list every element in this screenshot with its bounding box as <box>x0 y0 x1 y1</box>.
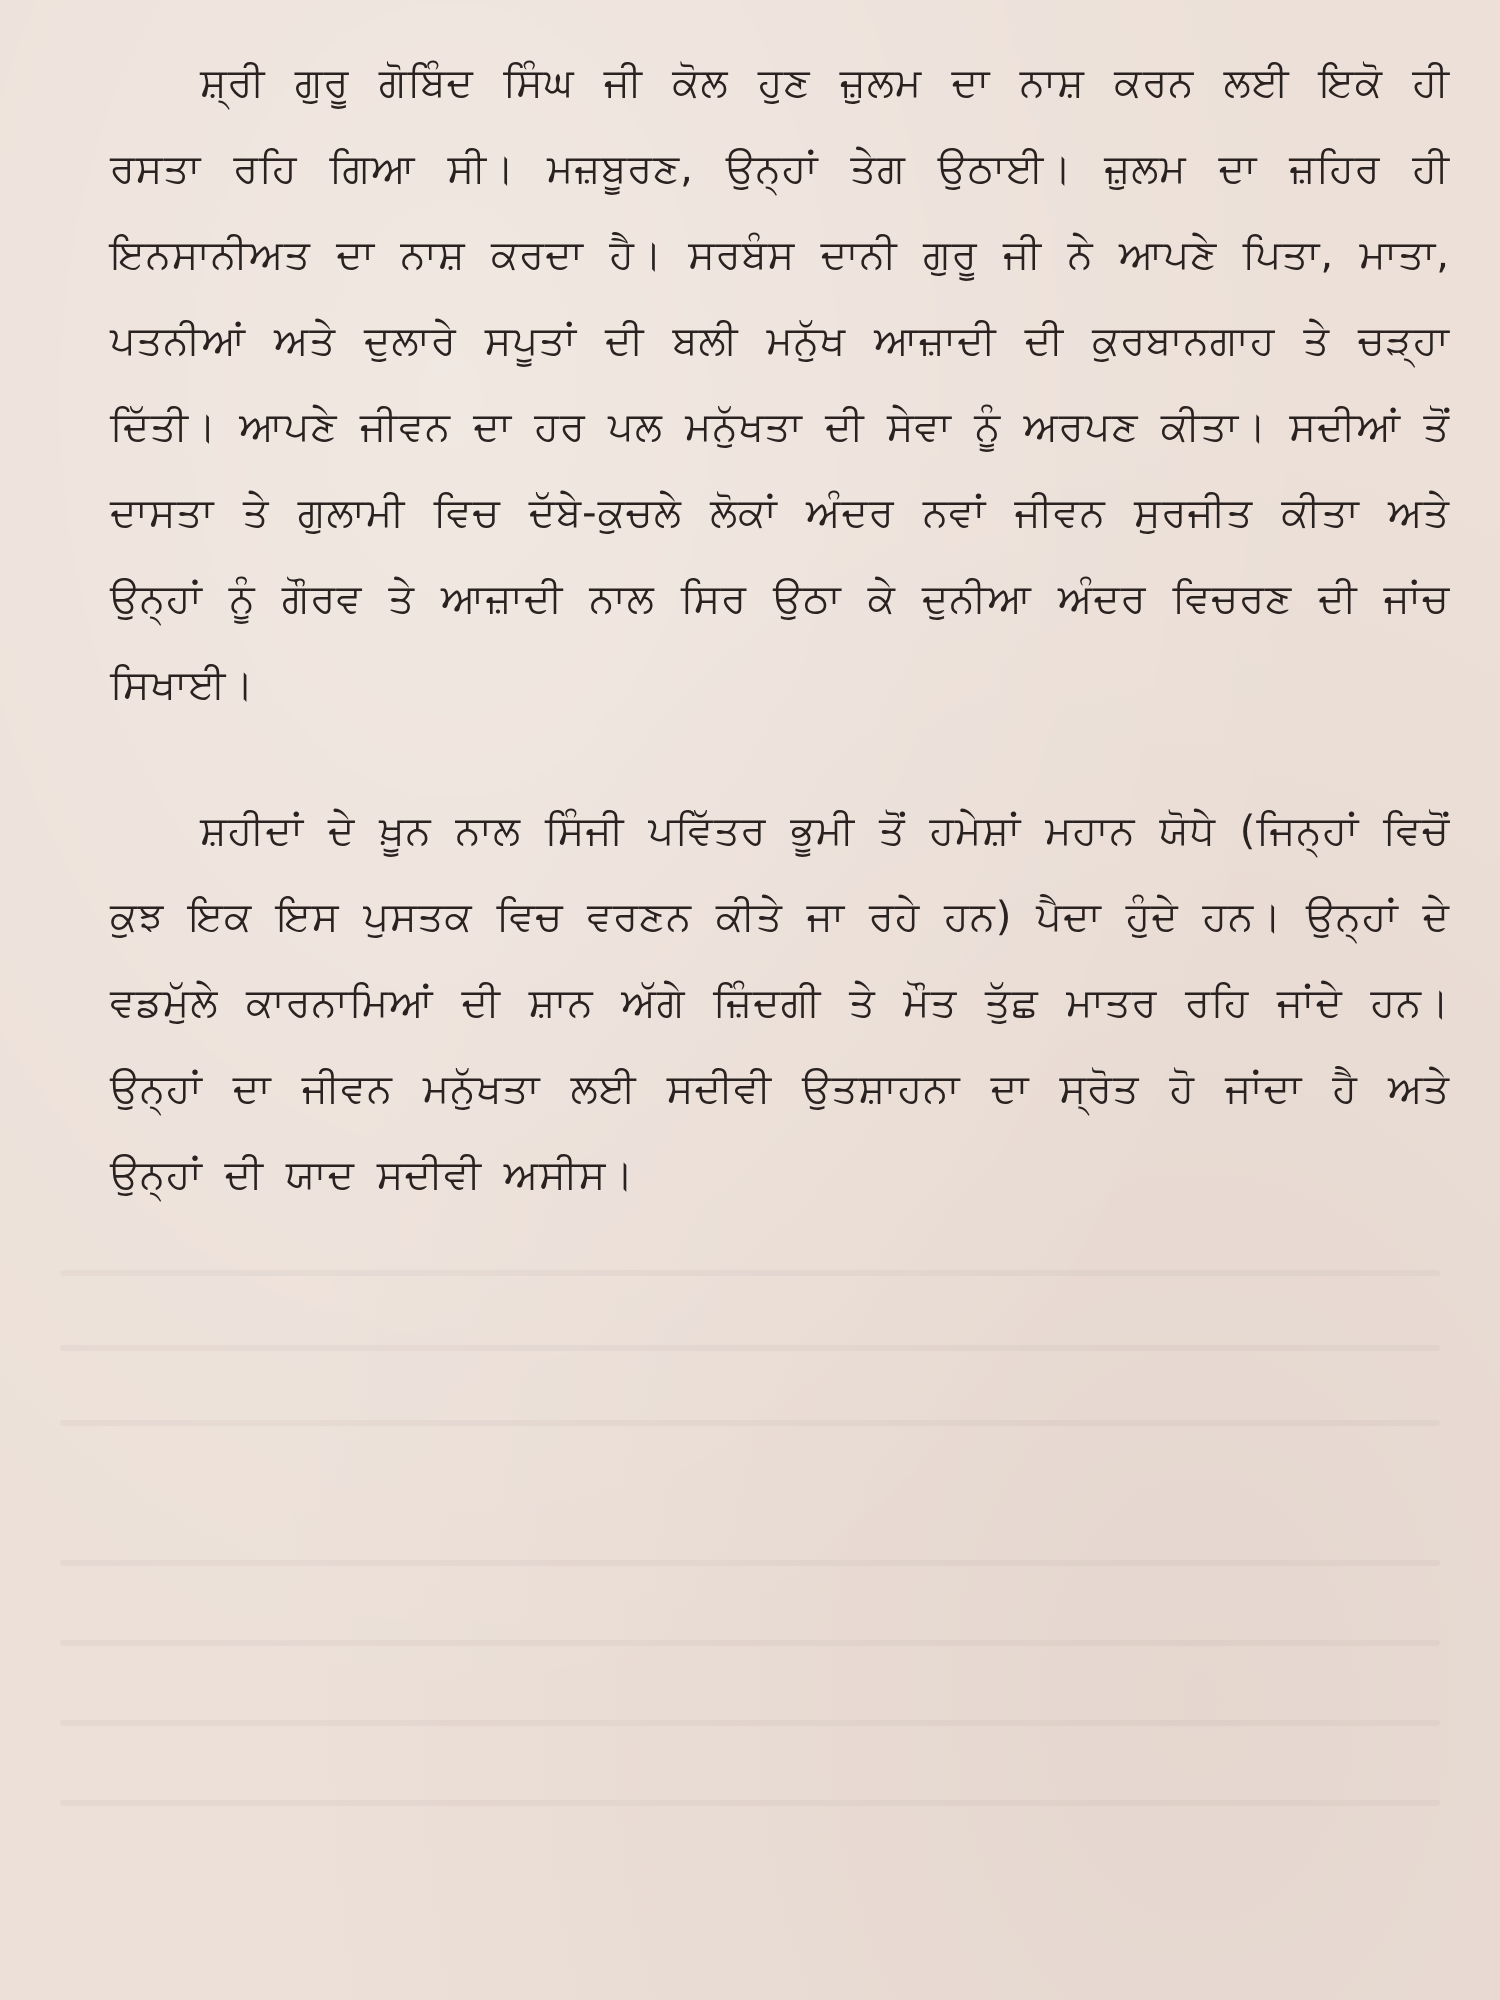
show-through-mark <box>60 1420 1440 1426</box>
show-through-mark <box>60 1560 1440 1566</box>
show-through-mark <box>60 1720 1440 1726</box>
body-text <box>110 40 1450 1218</box>
show-through-mark <box>60 1270 1440 1276</box>
show-through-mark <box>60 1345 1440 1351</box>
show-through-mark <box>60 1640 1440 1646</box>
paragraph-1: ਸ਼੍ਰੀ ਗੁਰੂ ਗੋਬਿੰਦ ਸਿੰਘ ਜੀ ਕੋਲ ਹੁਣ ਜ਼ੁਲਮ ਦਾ ਨਾਸ਼ ਕਰਨ ਲਈ ਇਕੋ ਹੀ ਰਸਤਾ ਰਹਿ ਗਿਆ ਸੀ। ਮਜ਼ਬੂਰਣ, ਉਨ੍ਹਾਂ ਤੇਗ ਉਠਾਈ। ਜ਼ੁਲਮ ਦਾ ਜ਼ਹਿਰ ਹੀ ਇਨਸਾਨੀਅਤ ਦਾ ਨਾਸ਼ ਕਰਦਾ ਹੈ। ਸਰਬੰਸ ਦਾਨੀ ਗੁਰੂ ਜੀ ਨੇ ਆਪਣੇ ਪਿਤਾ, ਮਾਤਾ, ਪਤਨੀਆਂ ਅਤੇ ਦੁਲਾਰੇ ਸਪੂਤਾਂ ਦੀ ਬਲੀ ਮਨੁੱਖ ਆਜ਼ਾਦੀ ਦੀ ਕੁਰਬਾਨਗਾਹ ਤੇ ਚੜ੍ਹਾ ਦਿੱਤੀ। ਆਪਣੇ ਜੀਵਨ ਦਾ ਹਰ ਪਲ ਮਨੁੱਖਤਾ ਦੀ ਸੇਵਾ ਨੂੰ ਅਰਪਣ ਕੀਤਾ। ਸਦੀਆਂ ਤੋਂ ਦਾਸਤਾ ਤੇ ਗੁਲਾਮੀ ਵਿਚ ਦੱਬੇ-ਕੁਚਲੇ ਲੋਕਾਂ ਅੰਦਰ ਨਵਾਂ ਜੀਵਨ ਸੁਰਜੀਤ ਕੀਤਾ ਅਤੇ ਉਨ੍ਹਾਂ ਨੂੰ ਗੌਰਵ ਤੇ ਆਜ਼ਾਦੀ ਨਾਲ ਸਿਰ ਉਠਾ ਕੇ ਦੁਨੀਆ ਅੰਦਰ ਵਿਚਰਣ ਦੀ ਜਾਂਚ ਸਿਖਾਈ। <box>110 60 1450 708</box>
paragraph-2: ਸ਼ਹੀਦਾਂ ਦੇ ਖ਼ੂਨ ਨਾਲ ਸਿੰਜੀ ਪਵਿੱਤਰ ਭੂਮੀ ਤੋਂ ਹਮੇਸ਼ਾਂ ਮਹਾਨ ਯੋਧੇ (ਜਿਨ੍ਹਾਂ ਵਿਚੋਂ ਕੁਝ ਇਕ ਇਸ ਪੁਸਤਕ ਵਿਚ ਵਰਣਨ ਕੀਤੇ ਜਾ ਰਹੇ ਹਨ) ਪੈਦਾ ਹੁੰਦੇ ਹਨ। ਉਨ੍ਹਾਂ ਦੇ ਵਡਮੁੱਲੇ ਕਾਰਨਾਮਿਆਂ ਦੀ ਸ਼ਾਨ ਅੱਗੇ ਜ਼ਿੰਦਗੀ ਤੇ ਮੌਤ ਤੁੱਛ ਮਾਤਰ ਰਹਿ ਜਾਂਦੇ ਹਨ। ਉਨ੍ਹਾਂ ਦਾ ਜੀਵਨ ਮਨੁੱਖਤਾ ਲਈ ਸਦੀਵੀ ਉਤਸ਼ਾਹਨਾ ਦਾ ਸ੍ਰੋਤ ਹੋ ਜਾਂਦਾ ਹੈ ਅਤੇ ਉਨ੍ਹਾਂ ਦੀ ਯਾਦ ਸਦੀਵੀ ਅਸੀਸ। <box>110 808 1450 1198</box>
show-through-mark <box>60 1800 1440 1806</box>
